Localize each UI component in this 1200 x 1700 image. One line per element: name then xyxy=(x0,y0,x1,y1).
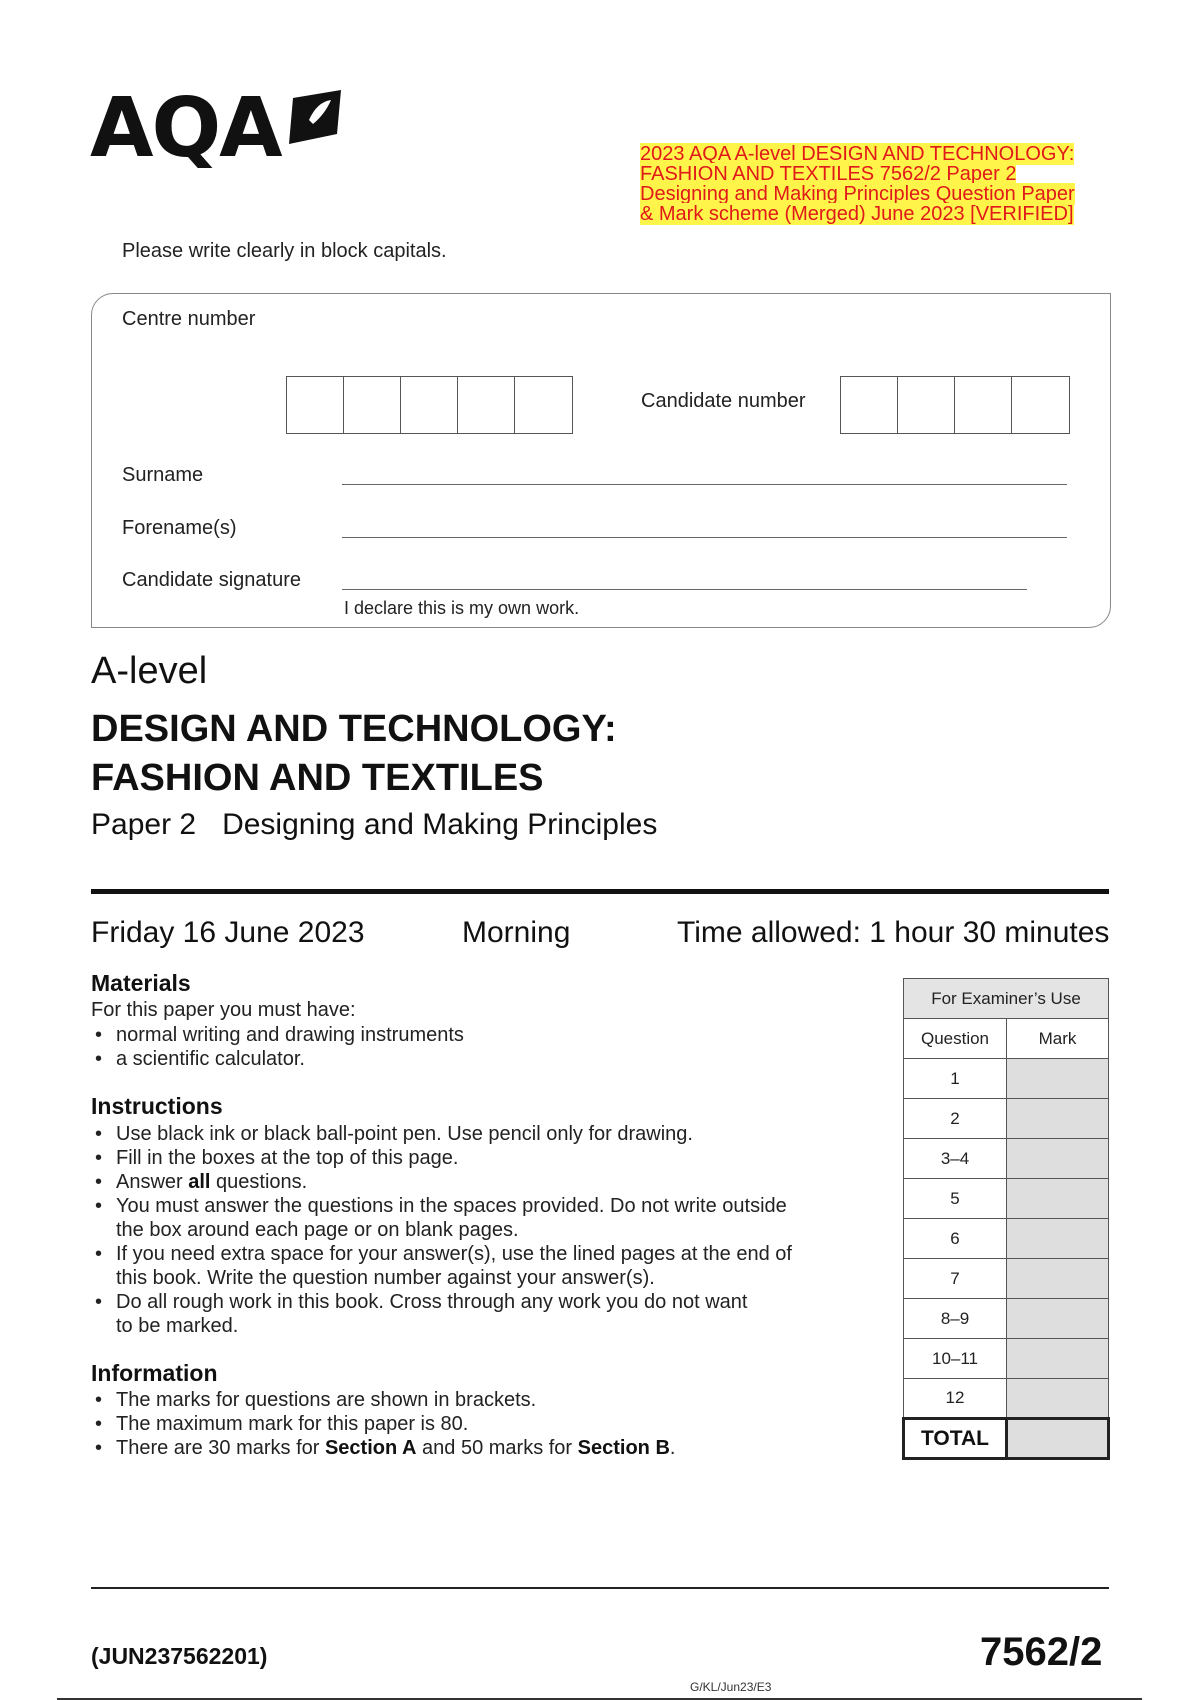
question-cell: 7 xyxy=(904,1259,1007,1299)
information-heading: Information xyxy=(91,1360,218,1386)
digit-box[interactable] xyxy=(841,377,898,433)
list-item: • normal writing and drawing instruments xyxy=(91,1023,464,1047)
mark-cell xyxy=(1007,1139,1109,1179)
mark-cell xyxy=(1007,1179,1109,1219)
aqa-leaf-icon xyxy=(289,90,345,148)
declaration-text: I declare this is my own work. xyxy=(344,598,580,618)
list-item: • There are 30 marks for Section A and 50 marks for Section B. xyxy=(91,1436,675,1460)
question-cell: 5 xyxy=(904,1179,1007,1219)
watermark-banner: 2023 AQA A-level DESIGN AND TECHNOLOGY: FASHION AND TEXTILES 7562/2 Paper 2 Designing and Making Principles Question Paper & Mark scheme (Merged) June 2023 [VERIFIED] xyxy=(640,143,1075,225)
candidate-number-label: Candidate number xyxy=(641,390,806,412)
signature-label: Candidate signature xyxy=(122,569,302,591)
subject-line-1: DESIGN AND TECHNOLOGY: xyxy=(91,708,617,750)
question-cell: 12 xyxy=(904,1379,1007,1419)
instructions-list xyxy=(91,1122,792,1338)
candidate-number-field[interactable] xyxy=(840,376,1070,434)
question-cell: 1 xyxy=(904,1059,1007,1099)
total-label: TOTAL xyxy=(904,1419,1007,1459)
aqa-logo xyxy=(90,81,345,176)
list-item: • Use black ink or black ball-point pen. Use pencil only for drawing. xyxy=(91,1122,792,1146)
paper-number-code: 7562/2 xyxy=(980,1630,1103,1674)
divider-rule xyxy=(91,889,1109,894)
list-item: • Answer all questions. xyxy=(91,1170,792,1194)
list-item: • Do all rough work in this book. Cross through any work you do not want to be marked. xyxy=(91,1290,792,1338)
block-capitals-note: Please write clearly in block capitals. xyxy=(122,240,447,262)
mark-cell xyxy=(1007,1219,1109,1259)
digit-box[interactable] xyxy=(344,377,401,433)
mark-cell xyxy=(1007,1379,1109,1419)
mark-cell xyxy=(1007,1339,1109,1379)
signature-field[interactable] xyxy=(342,589,1027,590)
centre-number-label: Centre number xyxy=(122,308,256,330)
list-item: • a scientific calculator. xyxy=(91,1047,464,1071)
materials-list xyxy=(91,1023,464,1071)
digit-box[interactable] xyxy=(1012,377,1069,433)
list-item: • If you need extra space for your answer(s), use the lined pages at the end of this book. Write the question number against your answer(s). xyxy=(91,1242,792,1290)
time-allowed: Time allowed: 1 hour 30 minutes xyxy=(677,916,1110,949)
question-cell: 6 xyxy=(904,1219,1007,1259)
examiner-use-table xyxy=(902,978,1110,1460)
print-reference: G/KL/Jun23/E3 xyxy=(690,1680,772,1694)
list-item: • You must answer the questions in the spaces provided. Do not write outside the box around each page or on blank pages. xyxy=(91,1194,792,1242)
question-cell: 10–11 xyxy=(904,1339,1007,1379)
table-row xyxy=(904,1299,1109,1339)
table-row xyxy=(904,1179,1109,1219)
surname-field[interactable] xyxy=(342,484,1067,485)
list-item: • Fill in the boxes at the top of this page. xyxy=(91,1146,792,1170)
subject-title xyxy=(91,705,617,803)
footer-rule xyxy=(91,1587,1109,1589)
forenames-field[interactable] xyxy=(342,537,1067,538)
digit-box[interactable] xyxy=(401,377,458,433)
question-cell: 3–4 xyxy=(904,1139,1007,1179)
mark-cell xyxy=(1007,1299,1109,1339)
exam-session: Morning xyxy=(462,916,571,949)
paper-reference-code: (JUN237562201) xyxy=(91,1643,268,1669)
total-mark-cell xyxy=(1007,1419,1109,1459)
question-cell: 8–9 xyxy=(904,1299,1007,1339)
mark-cell xyxy=(1007,1259,1109,1299)
table-heading: For Examiner’s Use xyxy=(904,979,1109,1019)
paper-name: Designing and Making Principles xyxy=(222,808,658,841)
digit-box[interactable] xyxy=(287,377,344,433)
question-cell: 2 xyxy=(904,1099,1007,1139)
qualification-level: A-level xyxy=(91,650,208,692)
mark-cell xyxy=(1007,1059,1109,1099)
subject-line-2: FASHION AND TEXTILES xyxy=(91,757,544,799)
paper-number: Paper 2 xyxy=(91,808,197,841)
column-header-question: Question xyxy=(904,1019,1007,1059)
table-row xyxy=(904,1379,1109,1419)
table-row xyxy=(904,1059,1109,1099)
information-list xyxy=(91,1388,675,1460)
table-row xyxy=(904,1339,1109,1379)
materials-intro: For this paper you must have: xyxy=(91,999,356,1021)
digit-box[interactable] xyxy=(458,377,515,433)
digit-box[interactable] xyxy=(898,377,955,433)
candidate-details-box xyxy=(91,293,1111,628)
total-row xyxy=(904,1419,1109,1459)
digit-box[interactable] xyxy=(515,377,572,433)
paper-title xyxy=(91,808,657,842)
logo-text: AQA xyxy=(90,81,281,176)
digit-box[interactable] xyxy=(955,377,1012,433)
exam-date: Friday 16 June 2023 xyxy=(91,916,365,949)
surname-label: Surname xyxy=(122,464,204,486)
column-header-mark: Mark xyxy=(1007,1019,1109,1059)
list-item: • The marks for questions are shown in brackets. xyxy=(91,1388,675,1412)
centre-number-field[interactable] xyxy=(286,376,573,434)
table-row xyxy=(904,1099,1109,1139)
table-row xyxy=(904,1139,1109,1179)
instructions-heading: Instructions xyxy=(91,1093,223,1119)
materials-heading: Materials xyxy=(91,970,191,996)
table-row xyxy=(904,1219,1109,1259)
forenames-label: Forename(s) xyxy=(122,517,237,539)
list-item: • The maximum mark for this paper is 80. xyxy=(91,1412,675,1436)
mark-cell xyxy=(1007,1099,1109,1139)
table-row xyxy=(904,1259,1109,1299)
